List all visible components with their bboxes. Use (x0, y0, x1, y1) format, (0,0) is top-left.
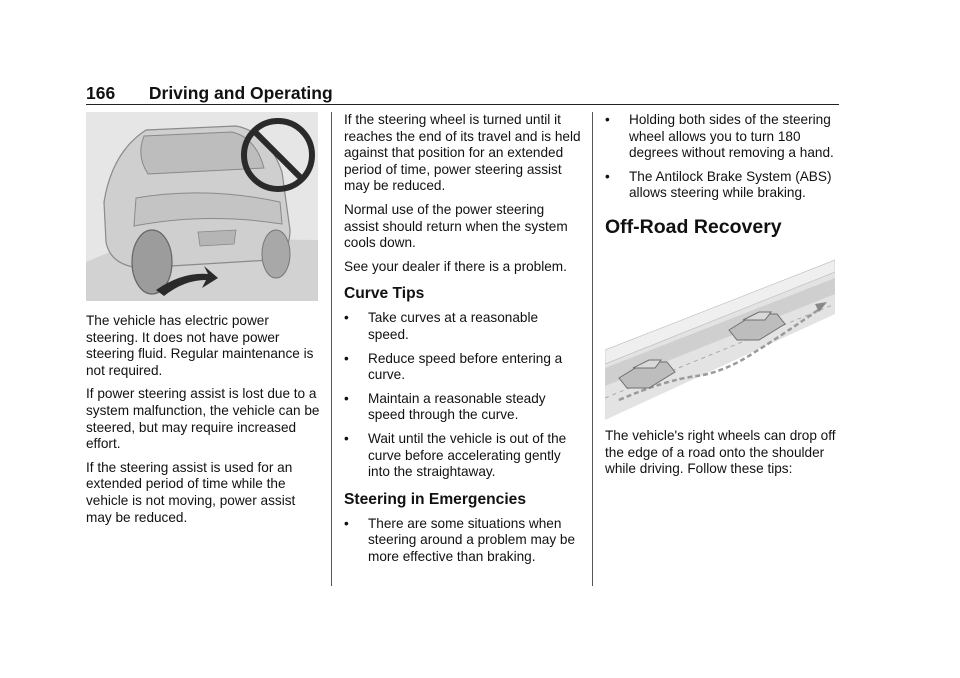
off-road-recovery-illustration (605, 250, 835, 420)
paragraph: The vehicle's right wheels can drop off the edge of a road onto the shoulder while driving. Follow these tips: (605, 427, 836, 477)
list-item: • Holding both sides of the steering wheel allows you to turn 180 degrees without removing a hand. (605, 112, 834, 161)
off-road-recovery-heading: Off-Road Recovery (605, 215, 782, 238)
list-item: • Reduce speed before entering a curve. (344, 350, 563, 383)
column-divider-2 (592, 112, 593, 586)
bullet-mark: • (344, 350, 349, 366)
paragraph: If power steering assist is lost due to a system malfunction, the vehicle can be steered, but may require increased effort. (86, 386, 320, 452)
car-steering-illustration (86, 112, 318, 301)
column-3 (605, 112, 839, 485)
column-divider-1 (331, 112, 332, 586)
list-item: • There are some situations when steering around a problem may be more effective than braking. (344, 515, 576, 564)
column-2 (344, 112, 582, 572)
list-item: • Maintain a reasonable steady speed through the curve. (344, 390, 546, 423)
paragraph: If the steering assist is used for an extended period of time while the vehicle is not moving, power assist may be reduced. (86, 459, 296, 525)
paragraph: Normal use of the power steering assist should return when the system cools down. (344, 201, 568, 251)
header-rule (86, 104, 839, 105)
bullet-mark: • (344, 515, 349, 531)
list-item: • Take curves at a reasonable speed. (344, 310, 539, 342)
bullet-mark: • (344, 390, 349, 406)
bullet-mark: • (605, 168, 610, 184)
bullet-mark: • (605, 112, 610, 127)
section-title: Driving and Operating (148, 83, 333, 103)
page-header (86, 82, 839, 104)
paragraph: See your dealer if there is a problem. (344, 258, 567, 274)
bullet-mark: • (344, 430, 349, 446)
bullet-mark: • (344, 310, 349, 326)
column-1 (86, 112, 322, 533)
curve-tips-heading: Curve Tips (344, 285, 425, 303)
paragraph: If the steering wheel is turned until it reaches the end of its travel and is held against that position for an extended period of time, power steering assist may be reduced. (344, 112, 581, 194)
emergencies-heading: Steering in Emergencies (344, 490, 526, 508)
page-number: 166 (86, 83, 116, 103)
list-item: • The Antilock Brake System (ABS) allows steering while braking. (605, 168, 832, 201)
paragraph: The vehicle has electric power steering. It does not have power steering fluid. Regular maintenance is not required. (86, 313, 314, 378)
list-item: • Wait until the vehicle is out of the curve before accelerating gently into the straightaway. (344, 430, 567, 480)
